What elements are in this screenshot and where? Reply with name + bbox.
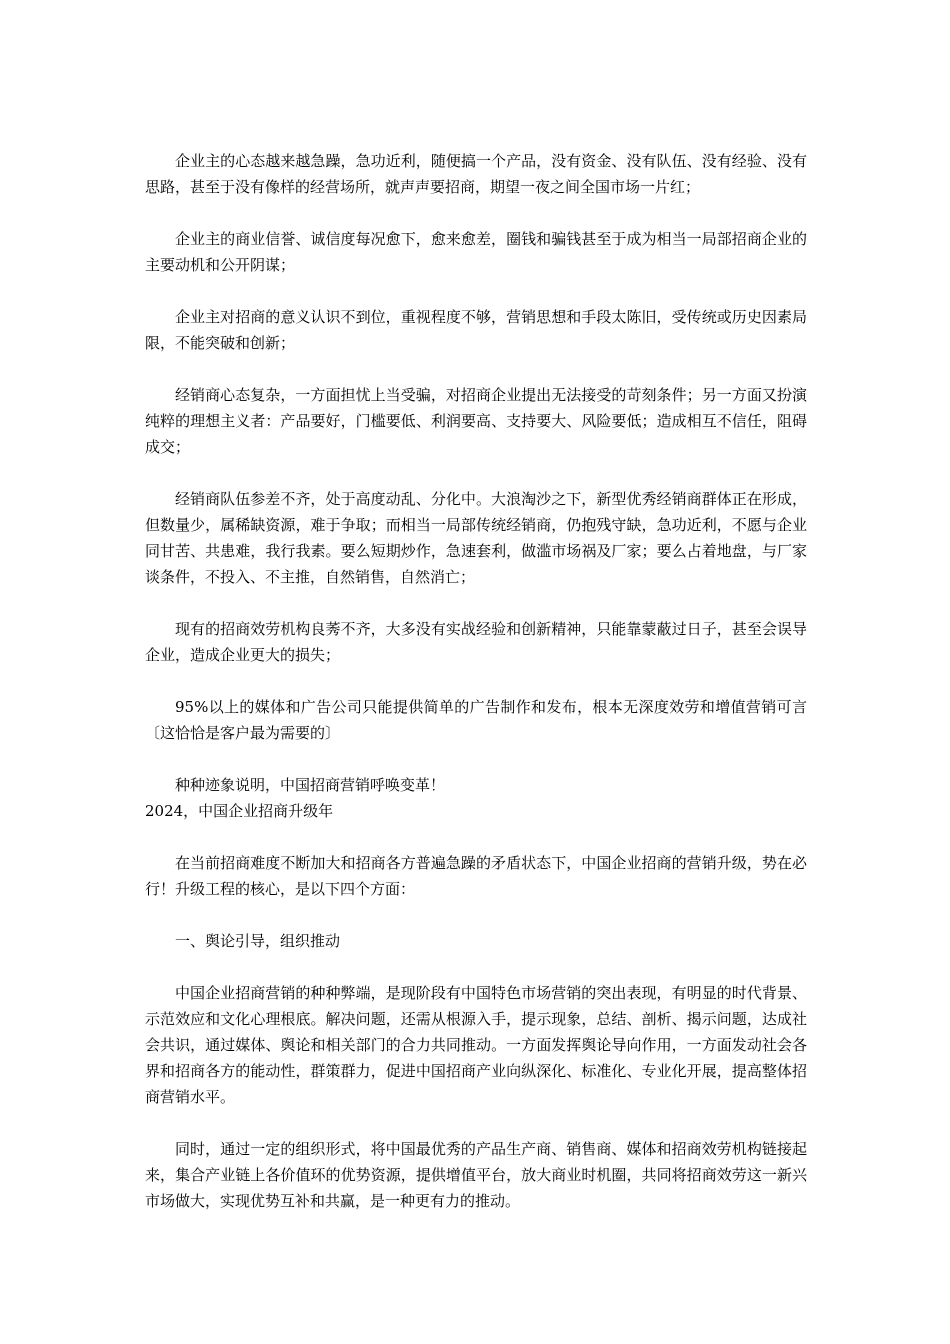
paragraph-entrepreneur-credit: 企业主的商业信誉、诚信度每况愈下，愈来愈差，圈钱和骗钱甚至于成为相当一局部招商企业的主要动机和公开阴谋； <box>145 230 807 274</box>
paragraph-public-opinion: 中国企业招商营销的种种弊端，是现阶段有中国特色市场营销的突出表现，有明显的时代背景、示范效应和文化心理根底。解决问题，还需从根源入手，提示现象，总结、剖析、揭示问题，达成社会共识，通过媒体、舆论和相关部门的合力共同推动。一方面发挥舆论导向作用，一方面发动社会各界和招商各方的能动性，群策群力，促进中国招商产业向纵深化、标准化、专业化开展，提高整体招商营销水平。 <box>145 984 807 1106</box>
paragraph-service-agencies: 现有的招商效劳机构良莠不齐，大多没有实战经验和创新精神，只能靠蒙蔽过日子，甚至会误导企业，造成企业更大的损失； <box>145 620 807 664</box>
paragraph-media-agencies: 95%以上的媒体和广告公司只能提供简单的广告制作和发布，根本无深度效劳和增值营销可言〔这恰恰是客户最为需要的〕 <box>145 698 807 742</box>
document-body <box>145 148 807 1240</box>
paragraph-organization: 同时，通过一定的组织形式，将中国最优秀的产品生产商、销售商、媒体和招商效劳机构链接起来，集合产业链上各价值环的优势资源，提供增值平台，放大商业时机圈，共同将招商效劳这一新兴市场做大，实现优势互补和共赢，是一种更有力的推动。 <box>145 1140 807 1210</box>
paragraph-dealer-team: 经销商队伍参差不齐，处于高度动乱、分化中。大浪淘沙之下，新型优秀经销商群体正在形成，但数量少，属稀缺资源，难于争取；而相当一局部传统经销商，仍抱残守缺，急功近利，不愿与企业同甘苦、共患难，我行我素。要么短期炒作，急速套利，做滥市场祸及厂家；要么占着地盘，与厂家谈条件，不投入、不主推，自然销售，自然消亡； <box>145 490 807 586</box>
section-heading-upgrade-year: 2024，中国企业招商升级年 <box>145 802 334 820</box>
paragraph-call-for-change: 种种迹象说明，中国招商营销呼唤变革！ <box>175 776 446 794</box>
paragraph-entrepreneur-awareness: 企业主对招商的意义认识不到位，重视程度不够，营销思想和手段太陈旧，受传统或历史因素局限，不能突破和创新； <box>145 308 807 352</box>
subheading-public-opinion: 一、舆论引导，组织推动 <box>175 932 341 950</box>
paragraph-dealer-mindset: 经销商心态复杂，一方面担忧上当受骗，对招商企业提出无法接受的苛刻条件；另一方面又扮演纯粹的理想主义者：产品要好，门槛要低、利润要高、支持要大、风险要低；造成相互不信任，阻碍成交； <box>145 386 807 456</box>
paragraph-entrepreneur-mindset: 企业主的心态越来越急躁，急功近利，随便搞一个产品，没有资金、没有队伍、没有经验、没有思路，甚至于没有像样的经营场所，就声声要招商，期望一夜之间全国市场一片红； <box>145 152 807 196</box>
paragraph-upgrade-intro: 在当前招商难度不断加大和招商各方普遍急躁的矛盾状态下，中国企业招商的营销升级，势在必行！升级工程的核心，是以下四个方面： <box>145 854 807 898</box>
